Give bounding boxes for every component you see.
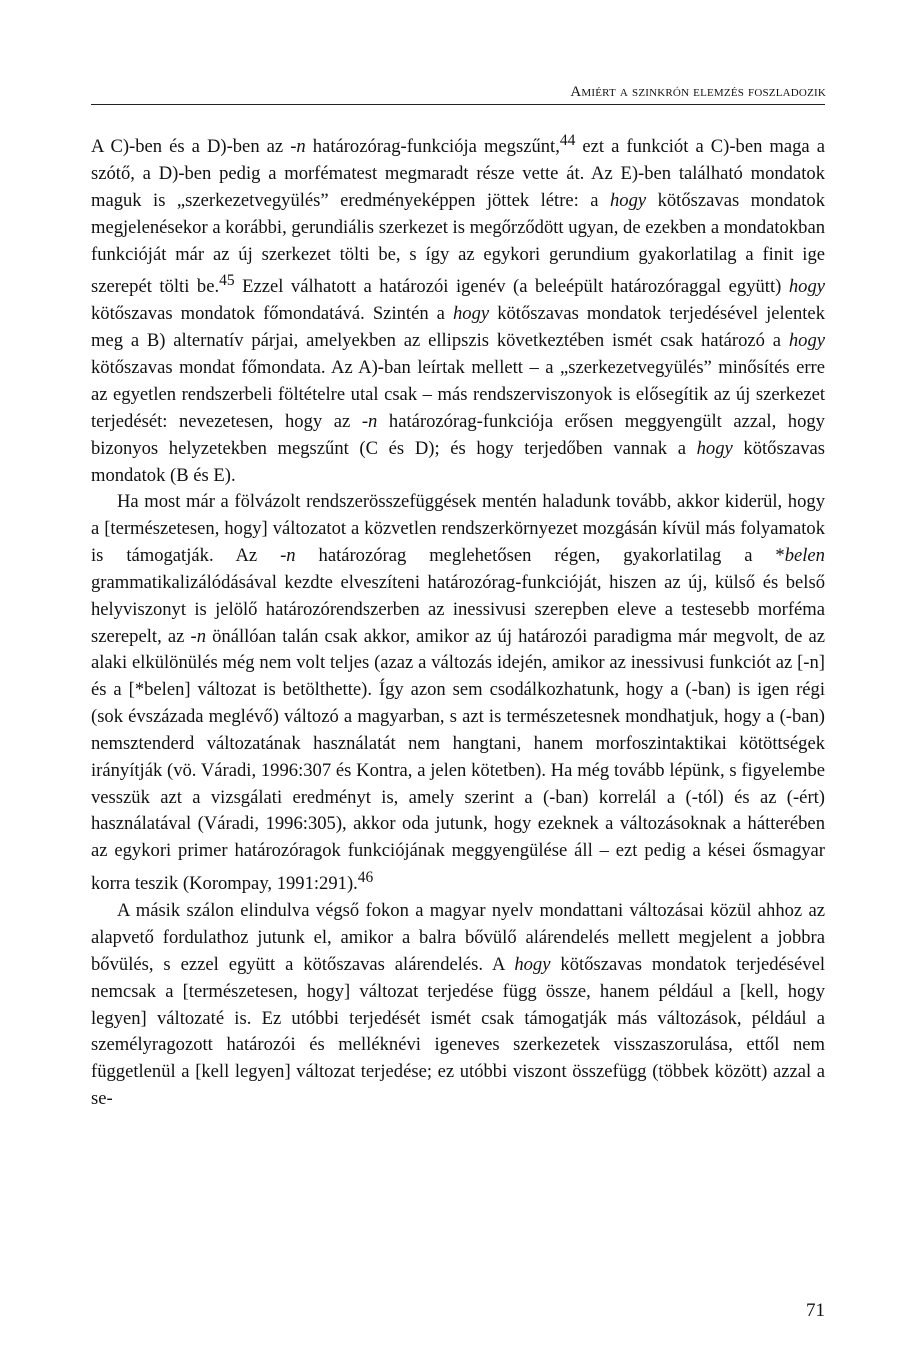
body-text bbox=[91, 128, 825, 1113]
paragraph-3: A másik szálon elindulva végső fokon a magyar nyelv mondattani változásai közül ahhoz az alapvető fordulathoz jutunk el, amikor a balra bővülő alárendelés mellett megjelent a jobbra bővülés, s ezzel együtt a kötőszavas alárendelés. A hogy kötőszavas mondatok terjedésével nemcsak a [természetesen, hogy] változat terjedése függ össze, hanem például a [kell, hogy legyen] változaté is. Ez utóbbi terjedését ismét csak támogatják más változások, például a személyragozott határozói és melléknévi igeneves szerkezetek visszaszorulása, ettől nem függetlenül a [kell legyen] változat terjedése; ez utóbbi viszont összefügg (többek között) azzal a se- bbox=[91, 900, 825, 1110]
page-number: 71 bbox=[806, 1300, 825, 1321]
paragraph-1: A C)-ben és a D)-ben az -n határozórag-funkciója megszűnt,$^{44}$ ezt a funkciót a C)-ben maga a szótő, a D)-ben pedig a morfématest megmaradt része vette át. Az E)-ben található mondatok maguk is „szerkezetvegyülés” eredményeképpen jöttek létre: a hogy kötőszavas mondatok megjelenésekor a korábbi, gerundiális szerkezet is megőrződött ugyan, de ezekben a mondatokban funkcióját már az új szerkezet tölti be, s így az egykori gerundium gyakorlatilag a finit ige szerepét tölti be.$^{45}$ Ezzel válhatott a határozói igenév (a beleépült határozóraggal együtt) hogy kötőszavas mondatok főmondatává. Szintén a hogy kötőszavas mondatok terjedésével jelentek meg a B) alternatív párjai, amelyekben az ellipszis következtében ismét csak határozó a hogy kötőszavas mondat főmondata. Az A)-ban leírtak mellett – a „szerkezetvegyülés” minősítés erre az egyetlen rendszerbeli föltételre utal csak – más rendszerviszonyok is elősegítik az új szerkezet terjedését: nevezetesen, hogy az -n határozórag-funkciója erősen meggyengült azzal, hogy bizonyos helyzetekben megszűnt (C és D); és hogy terjedőben vannak a hogy kötőszavas mondatok (B és E). bbox=[91, 132, 826, 486]
running-head: Amiért a szinkrón elemzés foszladozik bbox=[570, 84, 826, 100]
paragraph-2: Ha most már a fölvázolt rendszerösszefüggések mentén haladunk tovább, akkor kiderül, hogy a [természetesen, hogy] változatot a közvetlen rendszerkörnyezet mozgásán kívül más folyamatok is támogatják. Az -n határozórag meglehetősen régen, gyakorlatilag a *belen grammatikalizálódásával kezdte elveszíteni határozórag-funkcióját, hiszen az új, külső és belső helyviszonyt is jelölő határozórendszerben az inessivusi szerepben eleve a testesebb morféma szerepelt, az -n önállóan talán csak akkor, amikor az új határozói paradigma már megvolt, de az alaki elkülönülés még nem volt teljes (azaz a változás idején, amikor az inessivusi funkciót az [-n] és a [*belen] változat is betölthette). Így azon sem csodálkozhatunk, hogy a (-ban) is igen régi (sok évszázada meglévő) változó a magyarban, s azt is természetesnek mondhatjuk, hogy a (-ban) nemsztenderd változatának használatát nem hangtani, hanem morfoszintaktikai kötöttségek irányítják (vö. Váradi, 1996:307 és Kontra, a jelen kötetben). Ha még tovább lépünk, s figyelembe vesszük azt a vizsgálati eredményt is, amely szerint a (-ban) korrelál a (-tól) és az (-ért) használatával (Váradi, 1996:305), akkor oda jutunk, hogy ezeknek a változásoknak a hátterében az egykori primer határozóragok funkciójának meggyengülése áll – ezt pedig a kései ősmagyar korra teszik (Korompay, 1991:291).$^{46}$ bbox=[91, 491, 825, 895]
header-rule bbox=[91, 104, 825, 105]
